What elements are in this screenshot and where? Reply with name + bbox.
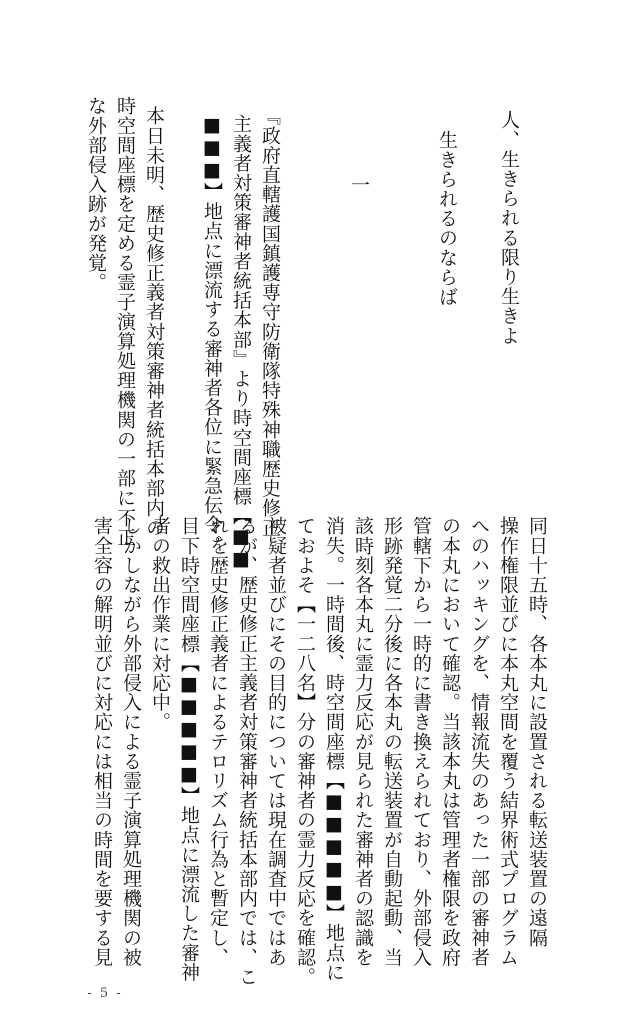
lower-paragraph-line: 害全容の解明並びに対応には相当の時間を要する見 xyxy=(91,516,113,967)
lower-paragraph-line: ておよそ【一二八名】分の審神者の霊力反応を確認。 xyxy=(294,516,316,987)
lower-paragraph-line: 該時刻各本丸に霊力反応が見られた審神者の認識を xyxy=(352,516,374,967)
page-number: - 5 - xyxy=(87,986,123,1001)
upper-paragraph-line: 主義者対策審神者統括本部』より時空間座標【■■ xyxy=(230,114,252,571)
chapter-marker: 一 xyxy=(348,175,370,195)
upper-paragraph-line: 『政府直轄護国鎮護専守防衛隊特殊神職歴史修正 xyxy=(259,106,281,538)
lower-paragraph-line: 被疑者並びにその目的については現在調査中ではあ xyxy=(265,516,287,967)
lower-paragraph-line: るが、歴史修正主義者対策審神者統括本部内では、こ xyxy=(236,516,258,987)
lower-paragraph-line: 目下時空間座標【■■■■■】地点に漂流した審神 xyxy=(178,516,200,982)
lower-paragraph-line: へのハッキングを、情報流失のあった一部の審神者 xyxy=(468,516,490,967)
lower-paragraph-line: れを歴史修正義者によるテロリズム行為と暫定し、 xyxy=(207,516,229,967)
upper-paragraph-line: な外部侵入跡が発覚。 xyxy=(85,96,107,292)
epigraph-line-1: 人、生きられる限り生きよ xyxy=(498,110,520,346)
lower-paragraph-line: しかしながら外部侵入による霊子演算処理機関の被 xyxy=(120,516,142,967)
lower-paragraph-line: 者の救出作業に対応中。 xyxy=(149,516,171,732)
lower-paragraph-line: 操作権限並びに本丸空間を覆う結界術式プログラム xyxy=(497,516,519,967)
epigraph-line-2: 生きられるのならば xyxy=(436,130,458,307)
lower-paragraph-line: 同日十五時、各本丸に設置される転送装置の遠隔 xyxy=(526,516,548,948)
upper-paragraph-line: 本日未明、歴史修正義者対策審神者統括本部内の xyxy=(143,106,165,538)
lower-paragraph-line: 管轄下から一時的に書き換えられており、外部侵入 xyxy=(410,516,432,967)
lower-paragraph-line: 消失。一時間後、時空間座標【■■■■■】地点に xyxy=(323,516,345,982)
lower-paragraph-line: の本丸において確認。当該本丸は管理者権限を政府 xyxy=(439,516,461,967)
lower-paragraph-line: 形跡発覚二分後に各本丸の転送装置が自動起動、当 xyxy=(381,516,403,967)
upper-paragraph-line: 時空間座標を定める霊子演算処理機関の一部に不正 xyxy=(114,96,136,547)
upper-paragraph-line: ■■■】地点に漂流する審神者各位に緊急伝令。 xyxy=(201,114,223,555)
